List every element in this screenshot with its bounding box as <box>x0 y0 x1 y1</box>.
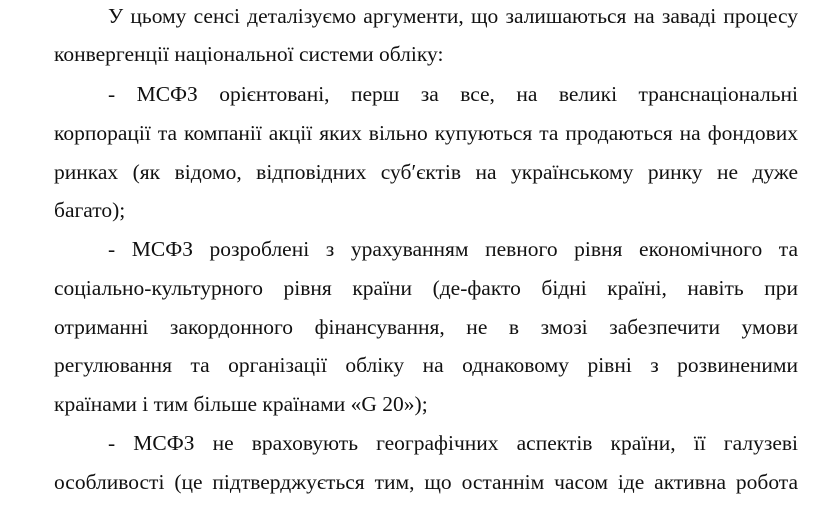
bullet2-line-5: країнами і тим більше країнами «G 20»); <box>54 392 428 416</box>
bullet1-line-3: ринках (як відомо, відповідних суб′єктів на українському ринку не дуже <box>54 160 798 184</box>
bullet1-line-1: - МСФЗ орієнтовані, перш за все, на великі транснаціональні <box>108 82 798 106</box>
bullet2-line-1: - МСФЗ розроблені з урахуванням певного рівня економічного та <box>108 237 798 261</box>
bullet2-line-3: отриманні закордонного фінансування, не в змозі забезпечити умови <box>54 315 798 339</box>
bullet2-line-2: соціально-культурного рівня країни (де-факто бідні країні, навіть при <box>54 276 798 300</box>
intro-line-2: конвергенції національної системи обліку: <box>54 42 444 66</box>
bullet2-line-4: регулювання та організації обліку на однаковому рівні з розвиненими <box>54 353 798 377</box>
bullet1-line-2: корпорації та компанії акції яких вільно купуються та продаються на фондових <box>54 121 798 145</box>
bullet1-line-4: багато); <box>54 198 126 222</box>
bullet3-line-2: особливості (це підтверджується тим, що останнім часом іде активна робота <box>54 470 798 494</box>
bullet3-line-1: - МСФЗ не враховують географічних аспектів країни, її галузеві <box>108 431 798 455</box>
intro-line-1: У цьому сенсі деталізуємо аргументи, що залишаються на заваді процесу <box>108 4 798 28</box>
